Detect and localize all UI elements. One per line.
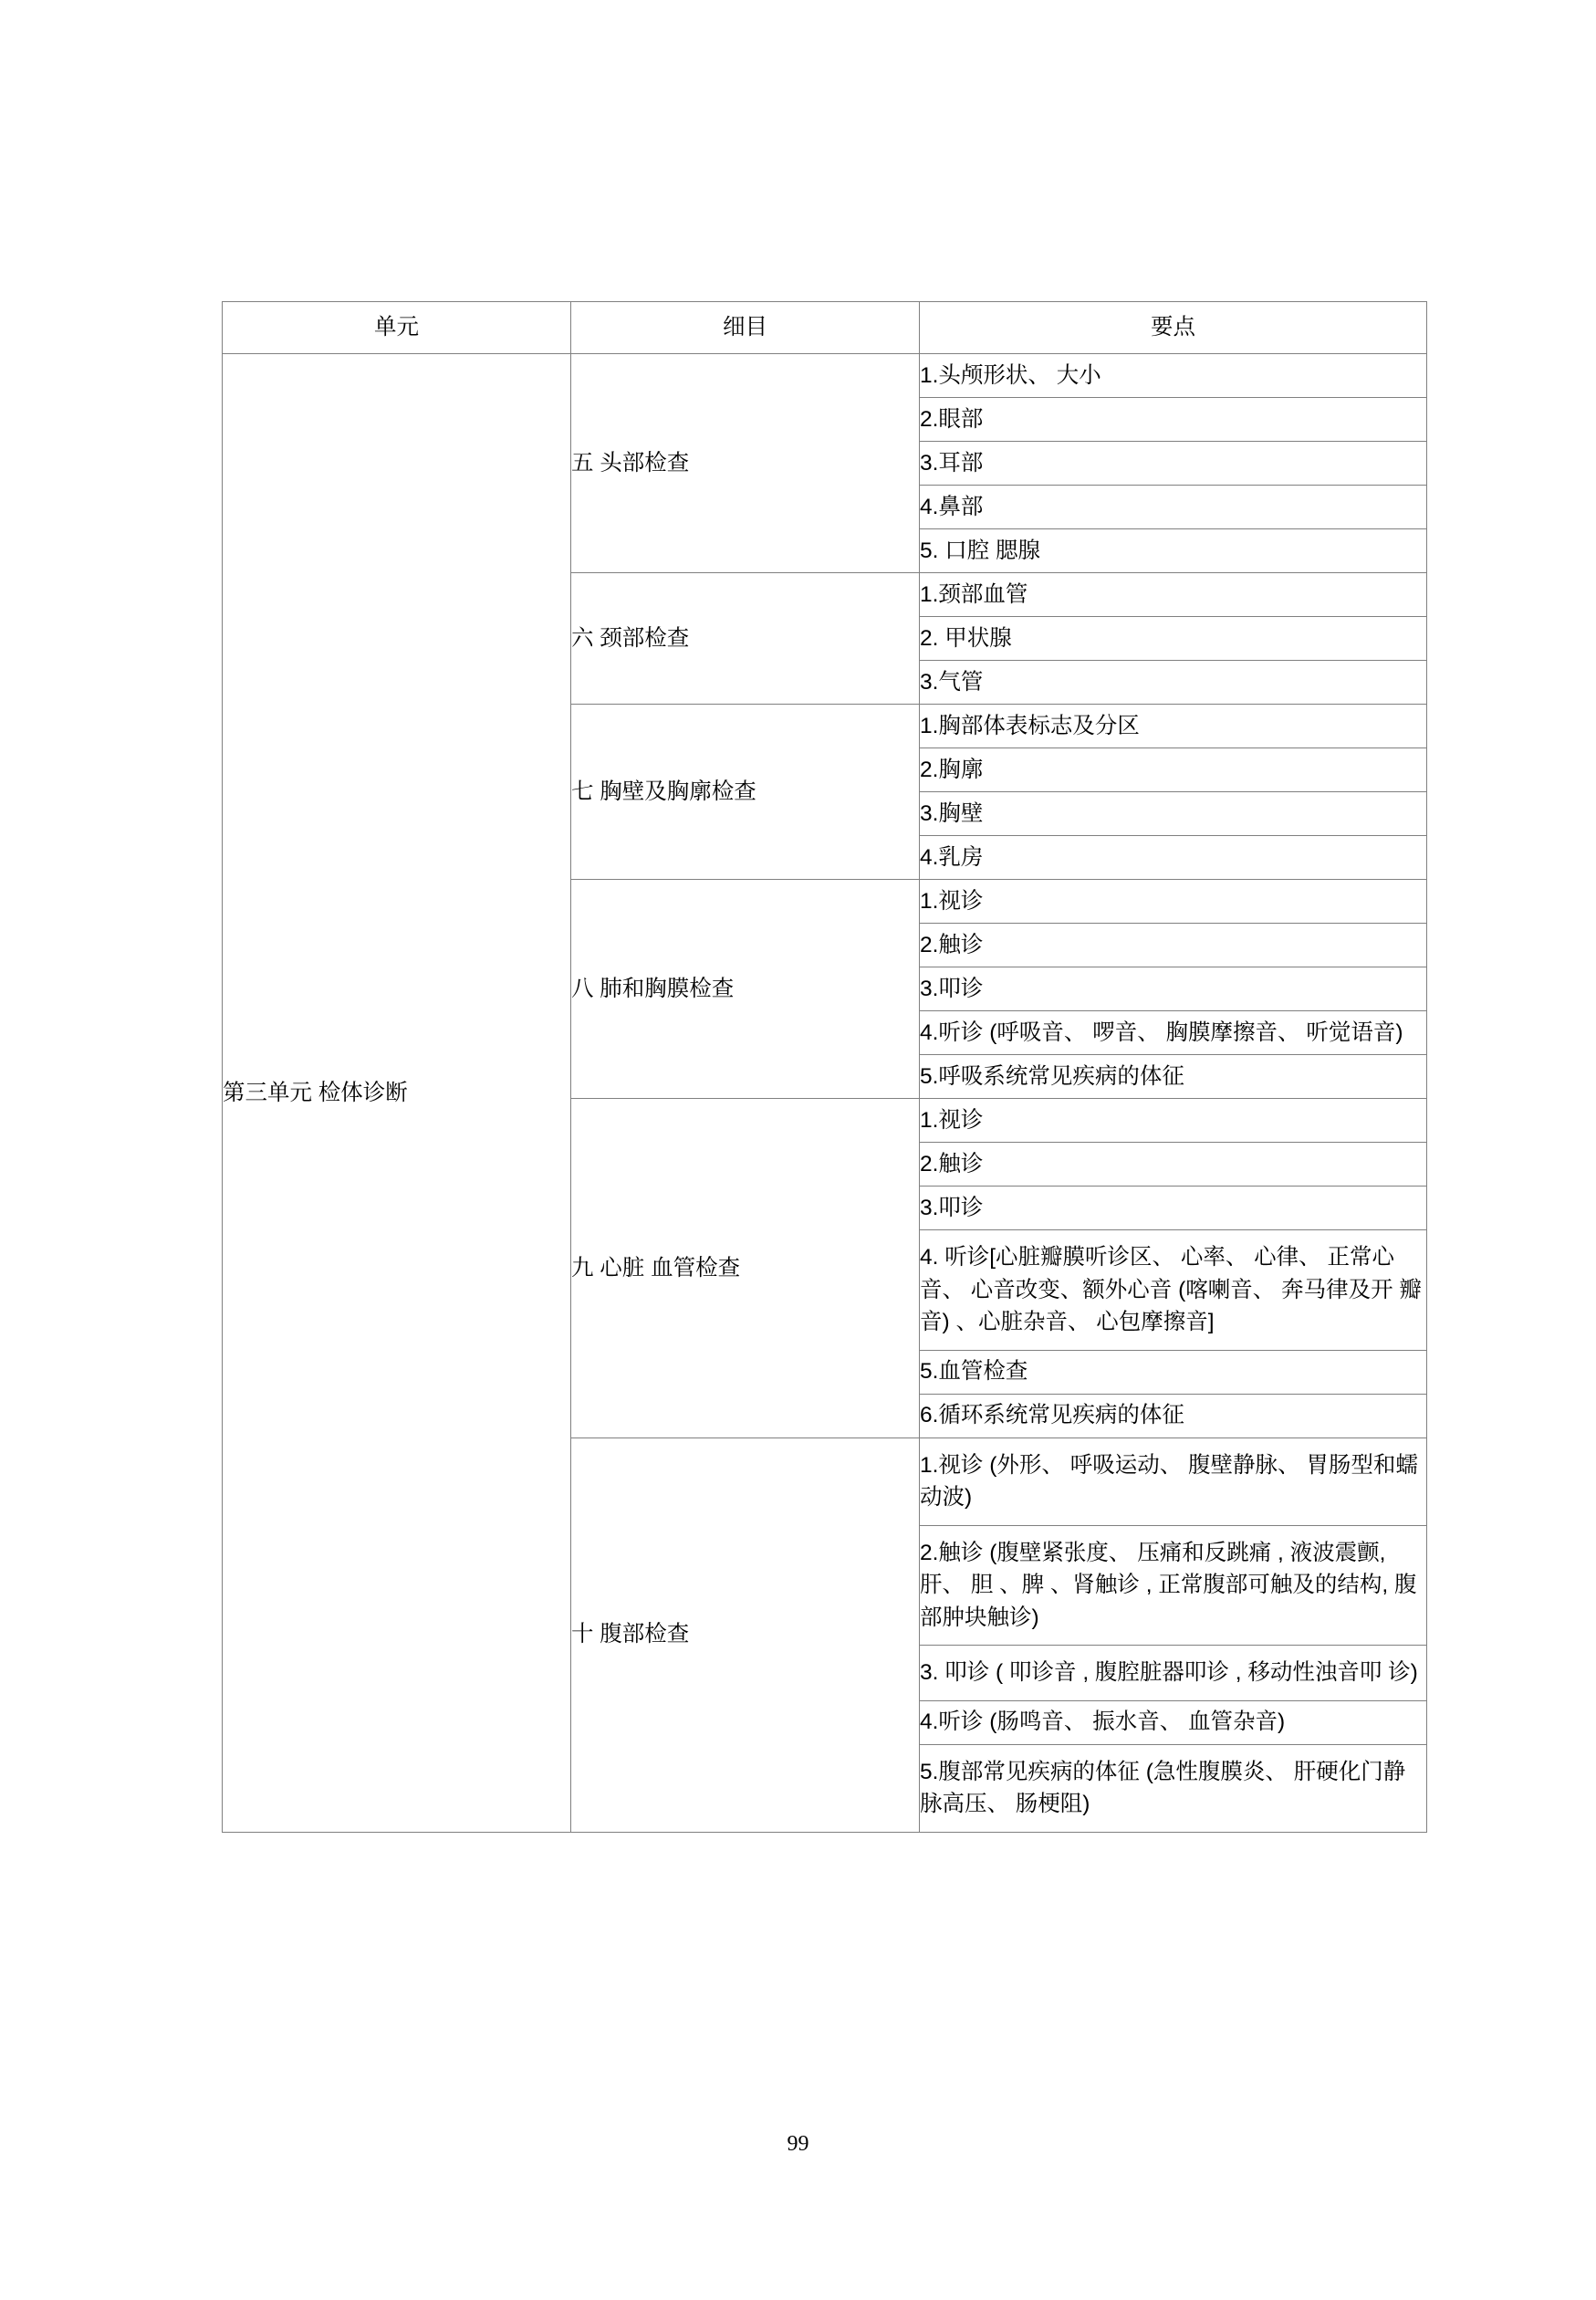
point-cell: 2.触诊	[920, 1143, 1427, 1187]
syllabus-table	[222, 301, 1427, 1833]
point-cell: 4.听诊 (肠鸣音、 振水音、 血管杂音)	[920, 1700, 1427, 1744]
point-cell: 4.鼻部	[920, 486, 1427, 529]
point-cell: 3.叩诊	[920, 967, 1427, 1011]
point-cell: 2.触诊	[920, 924, 1427, 967]
point-cell: 5.血管检查	[920, 1350, 1427, 1394]
point-cell: 4. 听诊[心脏瓣膜听诊区、 心率、 心律、 正常心 音、 心音改变、额外心音 (喀喇音、 奔马律及开 瓣音) 、心脏杂音、 心包摩擦音]	[920, 1230, 1427, 1351]
point-cell: 1.视诊	[920, 880, 1427, 924]
column-header-point: 要点	[920, 302, 1427, 354]
detail-cell-neck-exam: 六 颈部检查	[571, 573, 920, 705]
point-cell: 3.胸壁	[920, 792, 1427, 836]
page-number: 99	[787, 2132, 809, 2156]
point-cell: 3.气管	[920, 661, 1427, 705]
detail-cell-chest-wall-exam: 七 胸壁及胸廓检查	[571, 705, 920, 880]
point-cell: 4.乳房	[920, 836, 1427, 880]
point-cell: 2.眼部	[920, 398, 1427, 442]
detail-cell-head-exam: 五 头部检查	[571, 354, 920, 573]
point-cell: 3.叩诊	[920, 1187, 1427, 1230]
point-cell: 6.循环系统常见疾病的体征	[920, 1394, 1427, 1438]
detail-cell-lung-pleura-exam: 八 肺和胸膜检查	[571, 880, 920, 1099]
table-row	[223, 354, 1427, 398]
point-cell: 5.腹部常见疾病的体征 (急性腹膜炎、 肝硬化门静脉高压、 肠梗阻)	[920, 1744, 1427, 1832]
point-cell: 1.颈部血管	[920, 573, 1427, 617]
table-header-row	[223, 302, 1427, 354]
table-header	[223, 302, 1427, 354]
point-cell: 2. 甲状腺	[920, 617, 1427, 661]
point-cell: 4.听诊 (呼吸音、 啰音、 胸膜摩擦音、 听觉语音)	[920, 1011, 1427, 1055]
column-header-unit: 单元	[223, 302, 571, 354]
point-cell: 1.头颅形状、 大小	[920, 354, 1427, 398]
detail-cell-abdomen-exam: 十 腹部检查	[571, 1438, 920, 1832]
table-body	[223, 354, 1427, 1833]
point-cell: 5.呼吸系统常见疾病的体征	[920, 1055, 1427, 1099]
point-cell: 1.视诊	[920, 1099, 1427, 1143]
point-cell: 3.耳部	[920, 442, 1427, 486]
point-cell: 2.胸廓	[920, 748, 1427, 792]
point-cell: 1.胸部体表标志及分区	[920, 705, 1427, 748]
detail-cell-heart-vessel-exam: 九 心脏 血管检查	[571, 1099, 920, 1438]
point-cell: 1.视诊 (外形、 呼吸运动、 腹壁静脉、 胃肠型和蠕动波)	[920, 1438, 1427, 1525]
point-cell: 3. 叩诊 ( 叩诊音 , 腹腔脏器叩诊 , 移动性浊音叩 诊)	[920, 1646, 1427, 1701]
point-cell: 5. 口腔 腮腺	[920, 529, 1427, 573]
unit-cell-third-unit: 第三单元 检体诊断	[223, 354, 571, 1833]
point-cell: 2.触诊 (腹壁紧张度、 压痛和反跳痛 , 液波震颤, 肝、 胆 、脾 、肾触诊 , 正常腹部可触及的结构, 腹部肿块触诊)	[920, 1525, 1427, 1646]
column-header-detail: 细目	[571, 302, 920, 354]
syllabus-table-container	[222, 301, 1426, 1833]
